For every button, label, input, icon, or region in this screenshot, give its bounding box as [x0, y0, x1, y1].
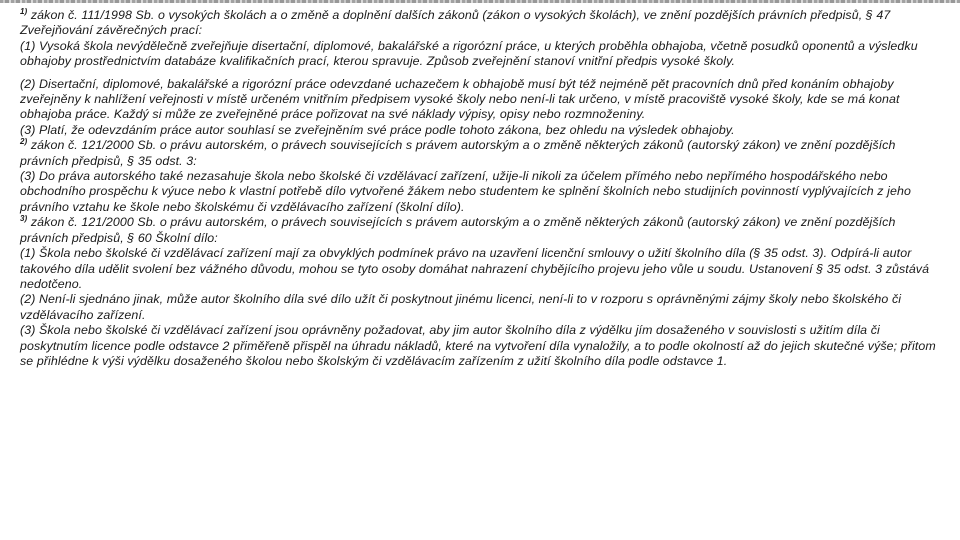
- footnote-3-paragraph-2: (2) Není-li sjednáno jinak, může autor školního díla své dílo užít či poskytnout jinému licenci, není-li to v rozporu s oprávněnými zájmy školy nebo školského či vzdělávacího zařízení.: [20, 292, 902, 322]
- scan-top-edge: [0, 0, 960, 3]
- footnote-1-paragraph-3: (3) Platí, že odevzdáním práce autor souhlasí se zveřejněním své práce podle tohoto zákona, bez ohledu na výsledek obhajoby.: [20, 122, 735, 137]
- footnote-1-heading: $^{1)}$ zákon č. 111/1998 Sb. o vysokých školách a o změně a doplnění dalších zákonů (zákon o vysokých školách), ve znění pozdějších právních předpisů, § 47 Zveřejňování závěrečných prací:: [20, 7, 891, 38]
- footnote-2: [20, 138, 938, 215]
- footnote-marker: 1): [20, 7, 28, 16]
- footnote-3: [20, 215, 938, 369]
- footnote-3-paragraph-1: (1) Škola nebo školské či vzdělávací zařízení mají za obvyklých podmínek právo na uzavření licenční smlouvy o užití školního díla (§ 35 odst. 3). Odpírá-li autor takového díla udělit svolení bez vážného důvodu, mohou se tyto osoby domáhat nahrazení chybějícího projevu jeho vůle u soudu. Ustanovení § 35 odst. 3 zůstává nedotčeno.: [20, 246, 930, 291]
- footnote-3-paragraph-3: (3) Škola nebo školské či vzdělávací zařízení jsou oprávněny požadovat, aby jim autor školního díla z výdělku jím dosaženého v souvislosti s užitím díla či poskytnutím licence podle odstavce 2 přiměřeně přispěl na úhradu nákladů, které na vytvoření díla vynaložily, a to podle okolností až do jejich skutečné výše; přitom se přihlédne k výši výdělku dosaženého školou nebo školským či vzdělávacím zařízením z užití školního díla podle odstavce 1.: [20, 323, 936, 368]
- footnote-2-paragraph-1: (3) Do práva autorského také nezasahuje škola nebo školské či vzdělávací zařízení, užije-li nikoli za účelem přímého nebo nepřímého hospodářského nebo obchodního prospěchu k výuce nebo k vlastní potřebě dílo vytvořené žákem nebo studentem ke splnění školních nebo studijních povinností vyplývajících z jeho právního vztahu ke škole nebo školskému či vzdělávacího zařízení (školní dílo).: [20, 169, 911, 214]
- footnote-1-paragraph-1: (1) Vysoká škola nevýdělečně zveřejňuje disertační, diplomové, bakalářské a rigorózní práce, u kterých proběhla obhajoba, včetně posudků oponentů a výsledku obhajoby prostřednictvím databáze kvalifikačních prací, kterou spravuje. Způsob zveřejnění stanoví vnitřní předpis vysoké školy.: [20, 38, 918, 69]
- footnote-1-paragraph-2: (2) Disertační, diplomové, bakalářské a rigorózní práce odevzdané uchazečem k obhajobě musí být též nejméně pět pracovních dnů před konáním obhajoby zveřejněny k nahlížení veřejnosti v místě určeném vnitřním předpisem vysoké školy nebo není-li tak určeno, v místě pracoviště vysoké školy, kde se má konat obhajoba práce. Každý si může ze zveřejněné práce pořizovat na své náklady výpisy, opisy nebo rozmnoženiny.: [20, 76, 900, 122]
- footnote-marker: 3): [20, 214, 28, 224]
- footnote-3-heading: $^{3)}$ zákon č. 121/2000 Sb. o právu autorském, o právech souvisejících s právem autorským a o změně některých zákonů (autorský zákon) ve znění pozdějších právních předpisů, § 60 Školní dílo:: [20, 214, 896, 245]
- footnote-1: [20, 8, 938, 138]
- footnote-2-heading: $^{2)}$ zákon č. 121/2000 Sb. o právu autorském, o právech souvisejících s právem autorským a o změně některých zákonů (autorský zákon) ve znění pozdějších právních předpisů, § 35 odst. 3:: [20, 137, 896, 168]
- footnote-marker: 2): [20, 137, 28, 147]
